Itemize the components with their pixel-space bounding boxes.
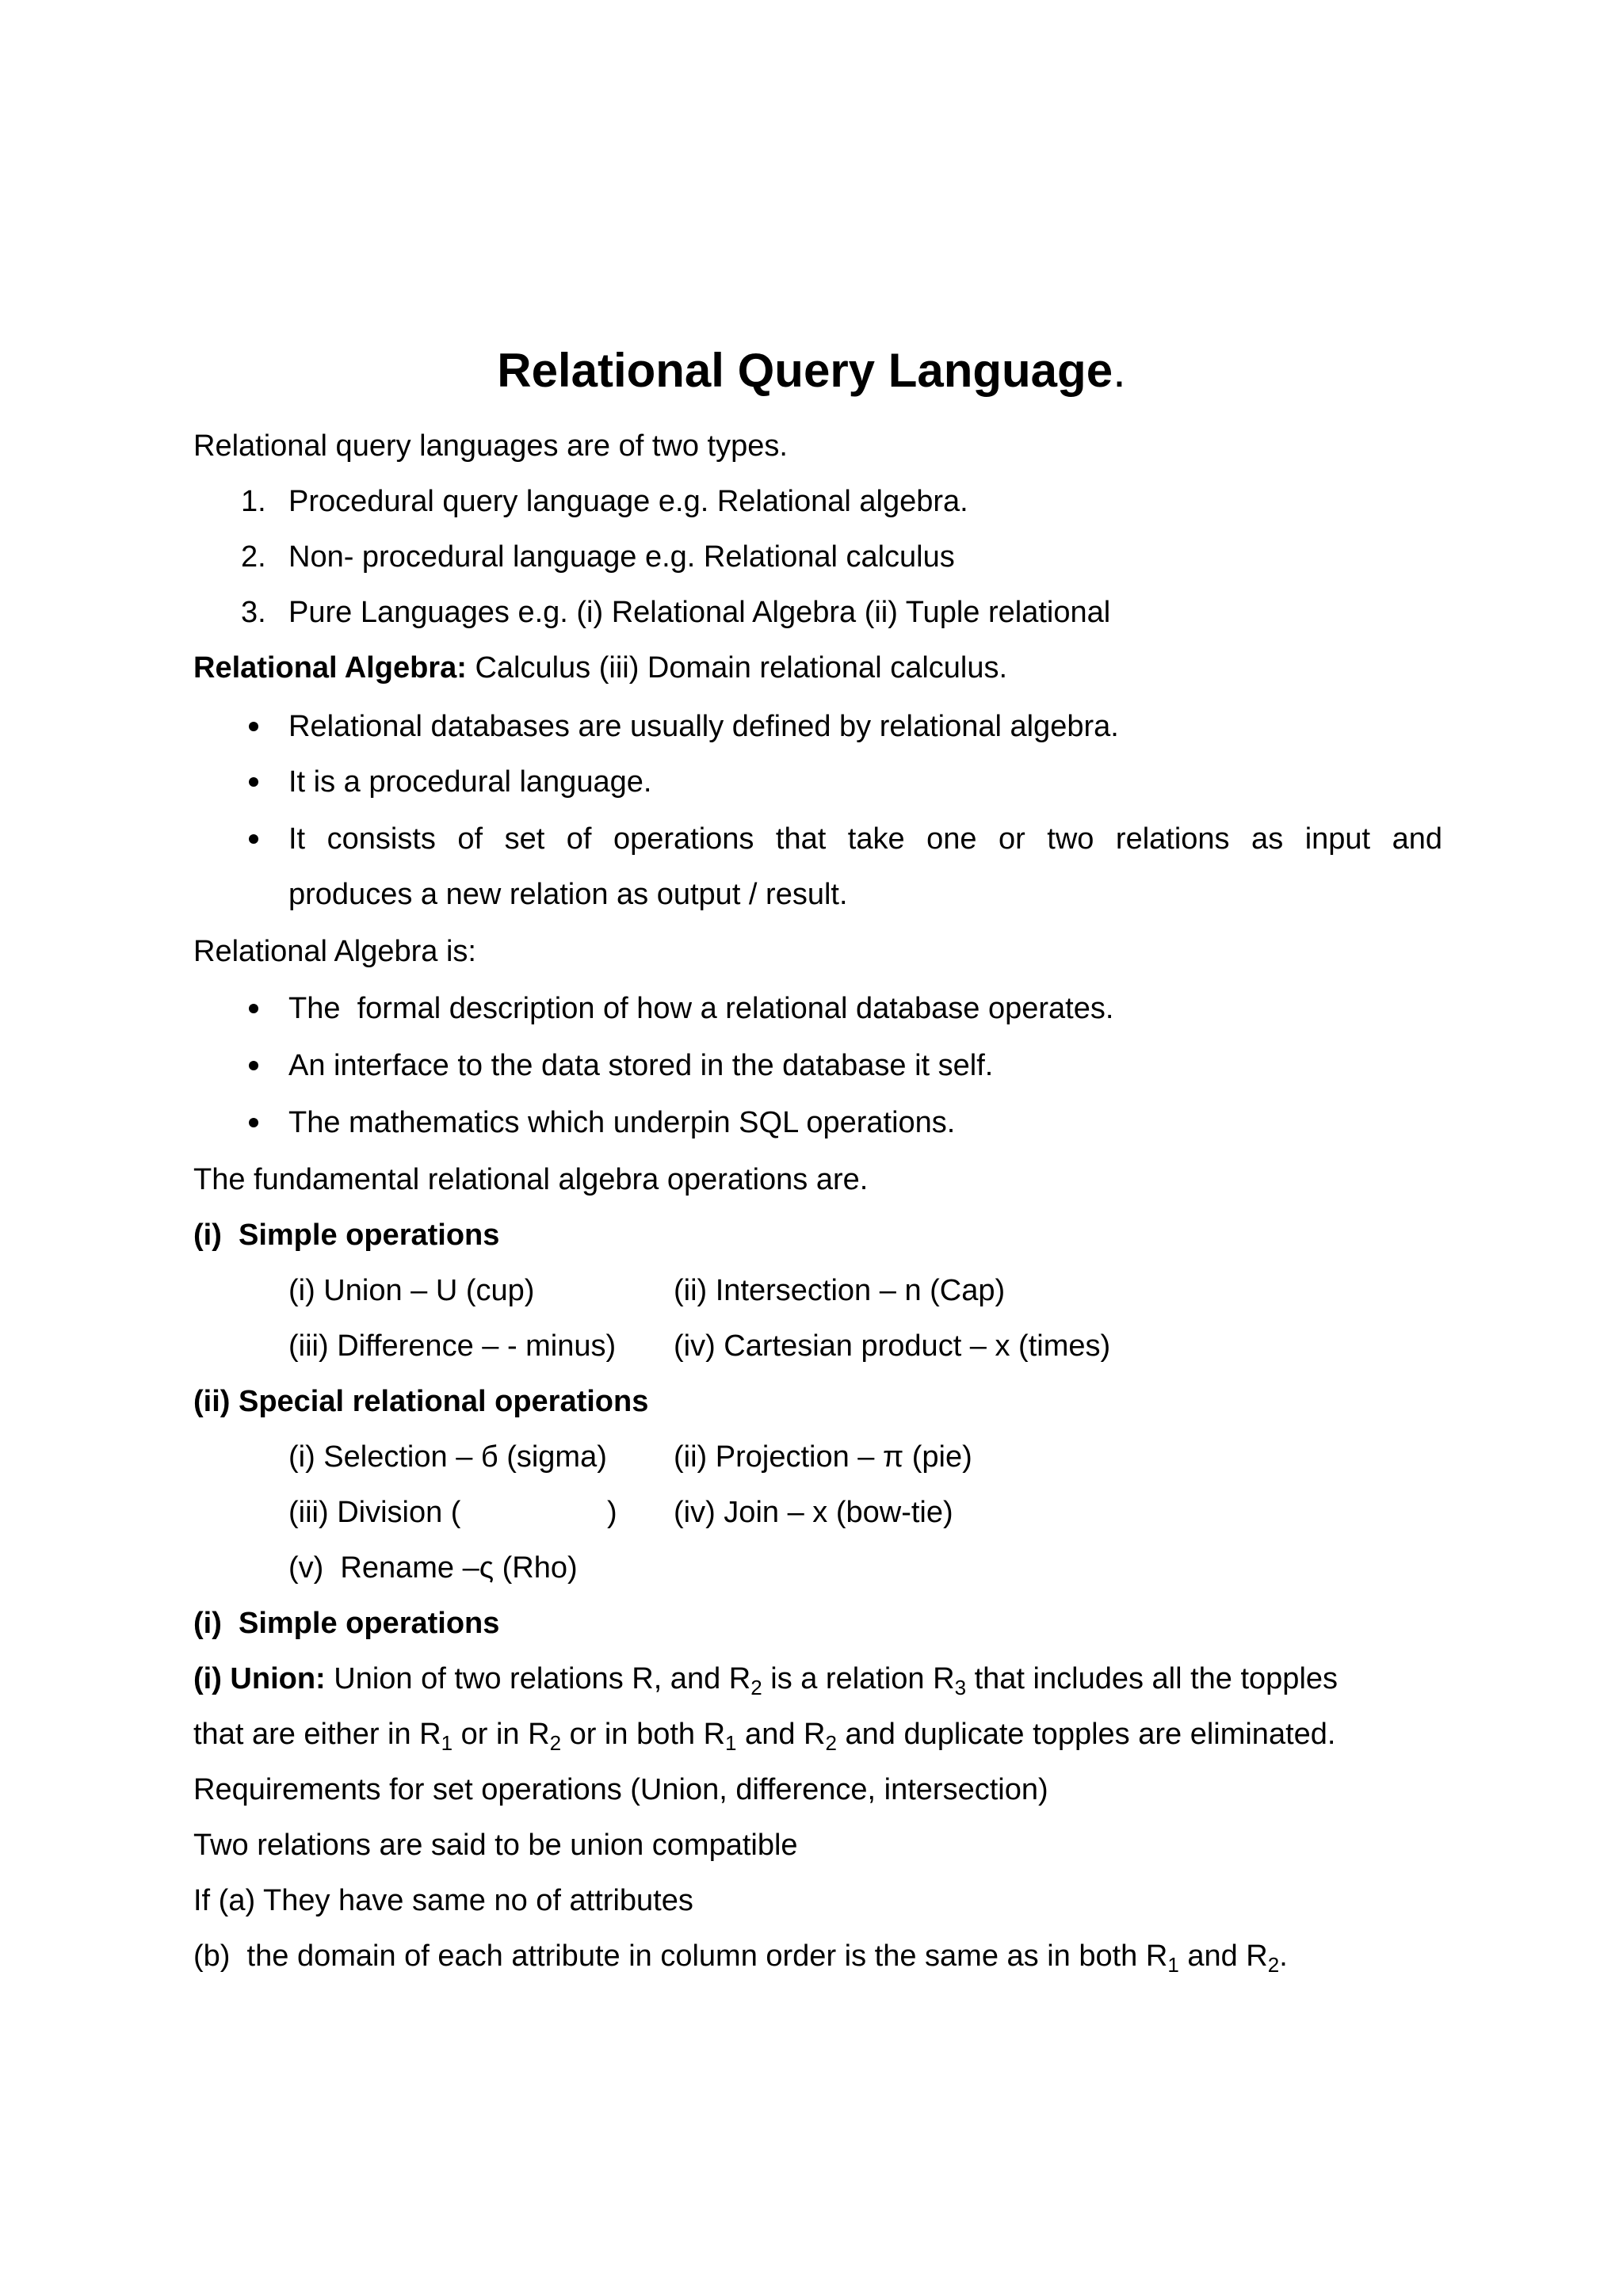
condition-a: If (a) They have same no of attributes	[193, 1884, 693, 1917]
operation-item: (iv) Cartesian product – x (times)	[674, 1329, 1111, 1363]
ra-heading: Relational Algebra:	[193, 651, 467, 685]
section-heading: (ii) Special relational operations	[193, 1385, 649, 1418]
text-span: that includes all the topples	[966, 1662, 1338, 1695]
bullet-icon	[249, 1118, 258, 1127]
text-span: Union of two relations R, and R	[325, 1662, 751, 1695]
list-item: Relational databases are usually defined by relational algebra.	[288, 710, 1119, 743]
subscript: 2	[1267, 1953, 1280, 1977]
operation-item: (i) Union – U (cup)	[288, 1274, 535, 1307]
operation-item: (iv) Join – x (bow-tie)	[674, 1496, 953, 1529]
title-period: .	[1113, 344, 1126, 397]
requirements-text: Requirements for set operations (Union, difference, intersection)	[193, 1773, 1048, 1806]
list-item: Pure Languages e.g. (i) Relational Algebra (ii) Tuple relational	[288, 596, 1111, 629]
operation-item: (iii) Difference – - minus)	[288, 1329, 617, 1363]
title-text: Relational Query Language	[497, 344, 1113, 397]
ra-line-rest: Calculus (iii) Domain relational calculus.	[466, 651, 1008, 685]
fundamental-text: The fundamental relational algebra operations are.	[193, 1163, 869, 1196]
section-heading: (i) Simple operations	[193, 1219, 500, 1252]
operation-item: (i) Selection – б (sigma)	[288, 1440, 607, 1474]
union-label: (i) Union:	[193, 1662, 326, 1695]
list-item: The formal description of how a relational database operates.	[288, 992, 1114, 1025]
compatible-text: Two relations are said to be union compatible	[193, 1829, 798, 1862]
list-item: It is a procedural language.	[288, 765, 652, 799]
intro-text: Relational query languages are of two types.	[193, 429, 788, 463]
text-span: (b) the domain of each attribute in column order is the same as in both R	[193, 1939, 1168, 1973]
bullet-icon	[249, 1061, 258, 1070]
list-item: An interface to the data stored in the database it self.	[288, 1049, 994, 1082]
subscript: 2	[549, 1731, 562, 1755]
list-item: It consists of set of operations that take one or two relations as input and	[288, 822, 1442, 856]
subscript: 1	[725, 1731, 737, 1755]
bullet-icon	[249, 777, 258, 787]
subscript: 1	[1167, 1953, 1179, 1977]
text-span: or in R	[453, 1718, 550, 1751]
text-span: is a relation R	[762, 1662, 955, 1695]
subscript: 1	[441, 1731, 453, 1755]
text-span: or in both R	[561, 1718, 726, 1751]
list-number: 3.	[241, 596, 266, 629]
bullet-icon	[249, 722, 258, 731]
bullet-icon	[249, 1004, 258, 1013]
operation-item: (iii) Division (	[288, 1496, 461, 1529]
subscript: 2	[750, 1676, 762, 1699]
operation-item: (ii) Intersection – n (Cap)	[674, 1274, 1006, 1307]
list-number: 2.	[241, 540, 266, 574]
condition-b	[193, 1938, 1288, 1977]
text-span: that are either in R	[193, 1718, 441, 1751]
list-item: Non- procedural language e.g. Relational calculus	[288, 540, 955, 574]
text-span: .	[1279, 1939, 1288, 1973]
section-heading: (i) Simple operations	[193, 1607, 500, 1640]
operation-item: (v) Rename –ς (Rho)	[288, 1551, 578, 1585]
text-span: and R	[1178, 1939, 1268, 1973]
ra-definition-line	[193, 650, 1007, 686]
operation-item: (ii) Projection – π (pie)	[674, 1440, 972, 1474]
subscript: 3	[954, 1676, 967, 1699]
text-span: and duplicate topples are eliminated.	[836, 1718, 1336, 1751]
union-definition-line-2	[193, 1716, 1335, 1753]
list-item: Procedural query language e.g. Relational algebra.	[288, 485, 968, 518]
ra-is-text: Relational Algebra is:	[193, 935, 476, 968]
list-item: The mathematics which underpin SQL operations.	[288, 1106, 956, 1139]
text-span: and R	[736, 1718, 826, 1751]
page-title	[0, 342, 1623, 399]
bullet-icon	[249, 834, 258, 844]
list-number: 1.	[241, 485, 266, 518]
list-item-continuation: produces a new relation as output / result.	[288, 878, 848, 911]
operation-item-close: )	[607, 1496, 617, 1529]
union-definition-line-1	[193, 1661, 1338, 1697]
subscript: 2	[825, 1731, 837, 1755]
